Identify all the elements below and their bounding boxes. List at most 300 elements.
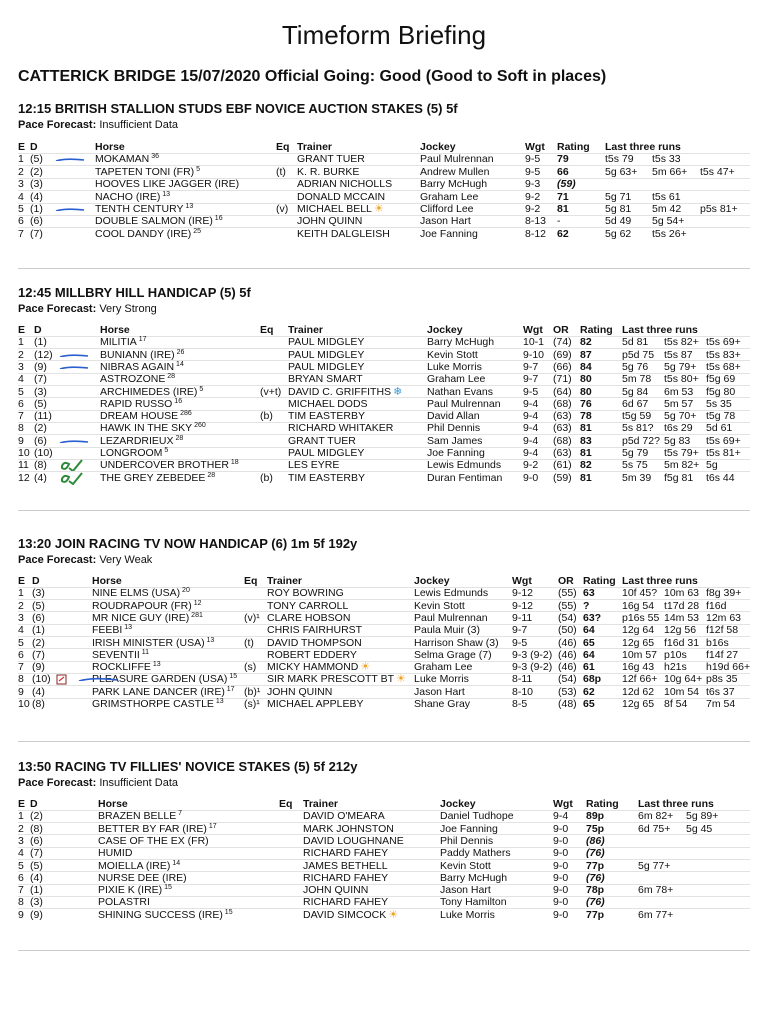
last-run-2: 5m 42 [652,203,682,215]
last-run-2: 5g 89+ [686,810,719,823]
runner-number: 2 [18,165,24,178]
runner-trainer: JAMES BETHELL [303,859,388,872]
runner-jockey: Graham Lee [420,190,479,203]
runner-horse[interactable]: MR NICE GUY (IRE) $^{281}$ [92,611,203,624]
runner-horse[interactable]: ASTROZONE $^{28}$ [100,373,176,386]
runner-jockey: Graham Lee [414,661,473,674]
runner-number: 1 [18,336,24,349]
runner-horse[interactable]: SEVENTII $^{11}$ [92,648,150,661]
last-run-2: p10s [664,648,687,661]
col-header-jockey: Jockey [440,798,476,810]
runner-horse[interactable]: MOIELLA (IRE) $^{14}$ [98,859,181,872]
runner-jockey: Duran Fentiman [427,471,503,484]
document-title: Timeform Briefing [281,20,487,50]
runner-jockey: Sam James [427,434,483,447]
pace-value: Very Weak [96,554,153,566]
runner-draw: (6) [32,611,45,624]
runner-draw: (7) [34,373,47,386]
last-run-1: 5g 71 [605,190,632,203]
pace-forecast [18,777,178,789]
days-since-run: 13 [150,661,161,669]
runner-official-rating: (68) [553,397,572,410]
runner-weight: 8-13 [525,215,547,228]
runner-horse[interactable]: POLASTRI [98,896,150,909]
runner-weight: 9-4 [523,397,539,410]
runner-horse[interactable]: NACHO (IRE) $^{13}$ [95,190,171,203]
runner-row[interactable] [0,472,768,485]
days-since-run: 286 [178,410,192,418]
runner-rating: 81 [557,203,569,215]
sun-icon: ☀ [373,203,384,215]
runner-horse[interactable]: ROUDRAPOUR (FR) $^{12}$ [92,599,202,612]
runner-draw: (8) [32,698,45,710]
runner-draw: (6) [34,434,47,447]
note-icon [56,674,68,685]
days-since-run: 5 [197,385,204,393]
pace-value: Insufficient Data [96,119,178,131]
race-title: 13:20 JOIN RACING TV NOW HANDICAP (6) 1m 5f 192y [18,536,358,551]
runner-weight: 9-12 [512,599,534,612]
runner-trainer: ROBERT EDDERY [267,648,357,661]
runner-weight: 9-7 [512,624,528,637]
runner-horse[interactable]: LEZARDRIEUX $^{28}$ [100,434,184,447]
col-header-jockey: Jockey [420,141,456,153]
runner-horse[interactable]: HUMID [98,847,133,860]
runner-rating: 80 [580,373,592,386]
col-header-or: OR [558,575,574,587]
runner-official-rating: (63) [553,410,572,423]
runner-equipment: (t) [276,165,286,178]
runner-equipment: (v) [276,203,289,215]
runner-horse[interactable]: LONGROOM $^5$ [100,447,169,459]
col-header-or: OR [553,324,569,336]
runner-official-rating: (69) [553,348,572,361]
runner-horse[interactable]: IRISH MINISTER (USA) $^{13}$ [92,636,215,649]
last-run-1: 5m 78 [622,373,652,386]
col-header-d: D [30,141,38,153]
runner-jockey: Kevin Stott [427,348,478,361]
runner-weight: 9-0 [523,471,539,484]
runner-jockey: Paul Mulrennan [427,397,501,410]
runner-official-rating: (64) [553,385,572,398]
runner-jockey: Tony Hamilton [440,896,507,909]
runner-official-rating: (54) [558,673,577,686]
runner-horse[interactable]: GRIMSTHORPE CASTLE $^{13}$ [92,698,224,710]
col-header-rating: Rating [557,141,590,153]
runner-number: 6 [18,648,24,661]
runner-equipment: (v+t) [260,385,282,398]
col-header-wgt: Wgt [523,324,543,336]
last-run-2: 5g 45 [686,822,713,835]
runner-draw: (4) [30,190,43,203]
runner-rating: 89p [586,810,605,823]
runner-horse[interactable]: PLEASURE GARDEN (USA) $^{15}$ [92,673,238,686]
runner-rating: 84 [580,360,592,373]
runner-horse[interactable]: TAPETEN TONI (FR) $^5$ [95,165,201,178]
runner-rating: 75p [586,822,605,835]
last-run-3: f8g 39+ [706,587,742,600]
pace-value: Insufficient Data [96,777,178,789]
runner-weight: 9-10 [523,348,545,361]
runner-horse[interactable]: ARCHIMEDES (IRE) $^5$ [100,385,204,398]
pace-label: Pace Forecast: [18,777,97,789]
runner-horse[interactable]: RAPID RUSSO $^{16}$ [100,397,183,410]
runner-trainer: DAVID THOMPSON [267,636,362,649]
runner-trainer: PAUL MIDGLEY [288,360,365,373]
runner-number: 4 [18,190,24,203]
pace-value: Very Strong [96,303,157,315]
runner-horse[interactable]: TENTH CENTURY $^{13}$ [95,203,194,215]
last-run-1: 5g 63+ [605,165,638,178]
runner-jockey: Graham Lee [427,373,486,386]
last-run-1: 6m 77+ [638,908,674,921]
runner-horse[interactable]: UNDERCOVER BROTHER $^{18}$ [100,459,239,472]
runner-horse[interactable]: THE GREY ZEBEDEE $^{28}$ [100,471,216,484]
days-since-run: 7 [176,810,183,818]
runner-jockey: Joe Fanning [440,822,498,835]
last-run-1: p5d 72? [622,434,660,447]
runner-rating: 77p [586,908,605,921]
last-run-1: 6m 78+ [638,884,674,897]
section-divider [18,950,750,951]
last-run-3: b16s [706,636,729,649]
runner-draw: (2) [30,810,43,823]
col-header-last-runs: Last three runs [622,324,698,336]
runner-number: 1 [18,810,24,823]
runner-weight: 9-3 (9-2) [512,661,553,674]
last-run-2: 5m 57 [664,397,694,410]
last-run-1: p5d 75 [622,348,655,361]
runner-horse[interactable]: PIXIE K (IRE) $^{15}$ [98,884,172,897]
last-run-2: 5g 79+ [664,360,697,373]
runner-jockey: Jason Hart [420,215,471,228]
runner-draw: (12) [34,348,53,361]
runner-trainer: KEITH DALGLEISH [297,227,390,240]
col-header-rating: Rating [580,324,613,336]
last-run-3: t6s 37 [706,685,735,698]
days-since-run: 17 [224,685,235,693]
runner-number: 12 [18,471,30,484]
days-since-run: 28 [205,471,216,479]
runner-trainer: CLARE HOBSON [267,611,351,624]
runner-horse[interactable]: NIBRAS AGAIN $^{14}$ [100,360,184,373]
runner-weight: 9-12 [512,587,534,600]
runner-draw: (5) [32,599,45,612]
runner-weight: 9-0 [553,896,569,909]
runner-trainer: LES EYRE [288,459,340,472]
runner-weight: 8-5 [512,698,528,710]
runner-jockey: Paul Mulrennan [414,611,488,624]
runner-jockey: Jason Hart [440,884,491,897]
runner-horse[interactable]: NINE ELMS (USA) $^{20}$ [92,587,190,600]
runner-official-rating: (53) [558,685,577,698]
runner-horse[interactable]: NURSE DEE (IRE) [98,871,187,884]
runner-rating: 63? [583,611,602,624]
col-header-e: E [18,575,26,587]
runner-trainer: RICHARD FAHEY [303,896,389,909]
col-header-trainer: Trainer [267,575,303,587]
runner-jockey: Andrew Mullen [420,165,490,178]
runner-official-rating: (68) [553,434,572,447]
days-since-run: 17 [206,822,217,830]
runner-weight: 9-0 [553,884,569,897]
col-header-jockey: Jockey [414,575,450,587]
runner-number: 9 [18,908,24,921]
runner-weight: 9-0 [553,871,569,884]
last-run-3: f16d [706,599,727,612]
runner-trainer: ROY BOWRING [267,587,344,600]
days-since-run: 260 [192,422,206,430]
runner-number: 2 [18,348,24,361]
runner-weight: 9-4 [553,810,569,823]
runner-official-rating: (54) [558,611,577,624]
runner-equipment: (t) [244,636,254,649]
runner-official-rating: (63) [553,447,572,459]
runner-weight: 9-0 [553,859,569,872]
runner-draw: (9) [30,908,43,921]
runner-jockey: Barry McHugh [440,871,508,884]
runner-horse[interactable]: FEEBI $^{13}$ [92,624,133,637]
col-header-horse: Horse [92,575,122,587]
runner-number: 8 [18,673,24,686]
last-run-1: 5s 81? [622,422,654,435]
runner-horse[interactable]: PARK LANE DANCER (IRE) $^{17}$ [92,685,235,698]
runner-jockey: Lewis Edmunds [427,459,502,472]
last-run-2: t5s 79+ [664,447,699,459]
days-since-run: 20 [180,587,190,595]
runner-number: 6 [18,871,24,884]
last-run-2: 5g 70+ [664,410,697,423]
runner-draw: (6) [30,215,43,228]
runner-trainer: JOHN QUINN [267,685,333,698]
runner-number: 5 [18,203,24,215]
runner-trainer: K. R. BURKE [297,165,360,178]
runner-row[interactable] [0,909,768,922]
sun-icon: ☀ [396,673,406,686]
runner-horse[interactable]: DOUBLE SALMON (IRE) $^{16}$ [95,215,223,228]
last-run-1: 5d 81 [622,336,649,349]
runner-weight: 9-0 [553,847,569,860]
col-header-horse: Horse [95,141,125,153]
last-run-2: t17d 28 [664,599,700,612]
last-run-2: f5g 81 [664,471,694,484]
col-header-e: E [18,798,26,810]
runner-official-rating: (55) [558,587,577,600]
runner-number: 11 [18,459,29,472]
runner-draw: (1) [32,624,45,637]
runner-trainer: PAUL MIDGLEY [288,447,365,459]
section-divider [18,510,750,511]
runner-rating: ? [583,599,590,612]
last-run-1: p16s 55 [622,611,660,624]
runner-jockey: Phil Dennis [440,834,494,847]
runner-number: 3 [18,611,24,624]
runner-rating: 80 [580,385,592,398]
runner-rating: 76 [580,397,592,410]
col-header-trainer: Trainer [297,141,333,153]
pace-label: Pace Forecast: [18,119,97,131]
runner-draw: (3) [34,385,47,398]
runner-horse[interactable]: MOKAMAN $^{36}$ [95,153,159,166]
runner-number: 2 [18,599,24,612]
runner-horse[interactable]: CASE OF THE EX (FR) [98,834,209,847]
runner-rating: 79 [557,153,569,166]
runner-trainer: TIM EASTERBY [288,410,366,423]
runner-number: 1 [18,153,24,166]
last-run-3: 5d 61 [706,422,733,435]
last-run-2: 6m 53 [664,385,694,398]
runner-number: 6 [18,397,24,410]
meeting-heading: CATTERICK BRIDGE 15/07/2020 Official Going: Good (Good to Soft in places) [18,68,607,85]
runner-trainer: GRANT TUER [297,153,365,166]
last-run-3: t5s 68+ [706,360,741,373]
last-run-1: 5g 76 [622,360,649,373]
runner-trainer: MICHAEL BELL ☀ [297,203,384,215]
last-run-2: t5s 61 [652,190,681,203]
last-run-3: 5g [706,459,718,472]
runner-trainer: SIR MARK PRESCOTT BT ☀ [267,673,406,686]
runner-trainer: PAUL MIDGLEY [288,336,365,349]
runner-rating: (76) [586,847,605,860]
runner-rating: (76) [586,871,605,884]
days-since-run: 16 [212,215,223,223]
col-header-wgt: Wgt [553,798,573,810]
blue-pen-mark-icon [59,353,89,357]
runner-horse[interactable]: MILITIA $^{17}$ [100,336,147,349]
last-run-1: t5g 59 [622,410,652,423]
runner-number: 4 [18,847,24,860]
days-since-run: 15 [162,884,172,892]
last-run-3: f5g 69 [706,373,736,386]
col-header-wgt: Wgt [525,141,545,153]
days-since-run: 14 [170,859,181,867]
runner-weight: 9-4 [523,410,539,423]
race-title: 13:50 RACING TV FILLIES' NOVICE STAKES (5) 5f 212y [18,759,358,774]
last-run-1: 12g 65 [622,636,655,649]
runner-draw: (9) [32,661,45,674]
last-run-3: t5s 83+ [706,348,741,361]
days-since-run: 28 [165,373,176,381]
runner-horse[interactable]: HOOVES LIKE JAGGER (IRE) [95,178,240,191]
runner-number: 5 [18,859,24,872]
last-run-2: 10g 64+ [664,673,703,686]
last-run-1: 12d 62 [622,685,655,698]
runner-trainer: MICHAEL APPLEBY [267,698,364,710]
runner-trainer: TONY CARROLL [267,599,349,612]
runner-horse[interactable]: BRAZEN BELLE $^7$ [98,810,183,823]
runner-draw: (5) [30,859,43,872]
runner-jockey: Kevin Stott [440,859,491,872]
runner-trainer: DAVID LOUGHNANE [303,834,404,847]
last-run-1: 5s 75 [622,459,648,472]
runner-draw: (7) [32,648,45,661]
runner-trainer: RICHARD WHITAKER [288,422,394,435]
last-run-1: t5s 79 [605,153,634,166]
runner-draw: (5) [34,397,47,410]
runner-row[interactable] [0,698,768,711]
last-run-2: 8f 54 [664,698,688,710]
col-header-e: E [18,141,26,153]
race-title: 12:45 MILLBRY HILL HANDICAP (5) 5f [18,285,251,300]
runner-number: 3 [18,178,24,191]
blue-pen-mark-icon [59,365,89,369]
days-since-run: 13 [213,698,224,705]
runner-weight: 9-2 [525,190,541,203]
runner-rating: 77p [586,859,605,872]
runner-rating: (76) [586,896,605,909]
last-run-2: 5g 83 [664,434,691,447]
last-run-2: 10m 63 [664,587,700,600]
runner-trainer: TIM EASTERBY [288,471,366,484]
last-run-2: f16d 31 [664,636,700,649]
section-divider [18,268,750,269]
runner-jockey: Joe Fanning [427,447,485,459]
runner-horse[interactable]: SHINING SUCCESS (IRE) $^{15}$ [98,908,233,921]
runner-number: 4 [18,373,24,386]
col-header-last-runs: Last three runs [622,575,698,587]
runner-horse[interactable]: ROCKLIFFE $^{13}$ [92,661,161,674]
last-run-1: 5m 39 [622,471,652,484]
col-header-trainer: Trainer [288,324,324,336]
runner-draw: (5) [30,153,43,166]
runner-number: 1 [18,587,24,600]
runner-draw: (4) [30,871,43,884]
runner-horse[interactable]: COOL DANDY (IRE) $^{25}$ [95,227,201,240]
runner-number: 10 [18,447,30,459]
last-run-1: 5g 79 [622,447,649,459]
runner-weight: 8-12 [525,227,547,240]
runner-draw: (8) [34,459,47,472]
runner-row[interactable] [0,228,768,241]
runner-rating: 66 [557,165,569,178]
runner-trainer: PAUL MIDGLEY [288,348,365,361]
runner-weight: 9-0 [553,908,569,921]
days-since-run: 281 [189,611,203,619]
runner-draw: (3) [32,587,45,600]
last-run-1: 5g 84 [622,385,649,398]
runner-rating: 65 [583,636,595,649]
runner-rating: 78p [586,884,605,897]
runner-number: 8 [18,896,24,909]
runner-draw: (7) [30,847,43,860]
days-since-run: 25 [191,227,201,235]
last-run-1: 6m 82+ [638,810,674,823]
col-header-eq: Eq [260,324,274,336]
last-run-1: 6d 67 [622,397,649,410]
days-since-run: 36 [149,153,159,161]
days-since-run: 5 [162,447,169,454]
last-run-3: 7m 54 [706,698,736,710]
runner-horse[interactable]: DREAM HOUSE $^{286}$ [100,410,192,423]
days-since-run: 15 [222,908,233,916]
runner-jockey: Clifford Lee [420,203,474,215]
runner-horse[interactable]: HAWK IN THE SKY $^{260}$ [100,422,206,435]
runner-weight: 9-7 [523,373,539,386]
last-run-2: 5g 54+ [652,215,685,228]
runner-draw: (1) [34,336,47,349]
runner-trainer: MICHAEL DODS [288,397,368,410]
pace-label: Pace Forecast: [18,303,97,315]
runner-horse[interactable]: BUNIANN (IRE) $^{26}$ [100,348,185,361]
runner-equipment: (b)¹ [244,685,261,698]
runner-weight: 9-5 [512,636,528,649]
runner-horse[interactable]: BETTER BY FAR (IRE) $^{17}$ [98,822,217,835]
race-section [0,759,768,952]
runner-jockey: Harrison Shaw (3) [414,636,499,649]
runner-trainer: DONALD MCCAIN [297,190,386,203]
runner-rating: 62 [583,685,595,698]
runner-weight: 8-10 [512,685,534,698]
